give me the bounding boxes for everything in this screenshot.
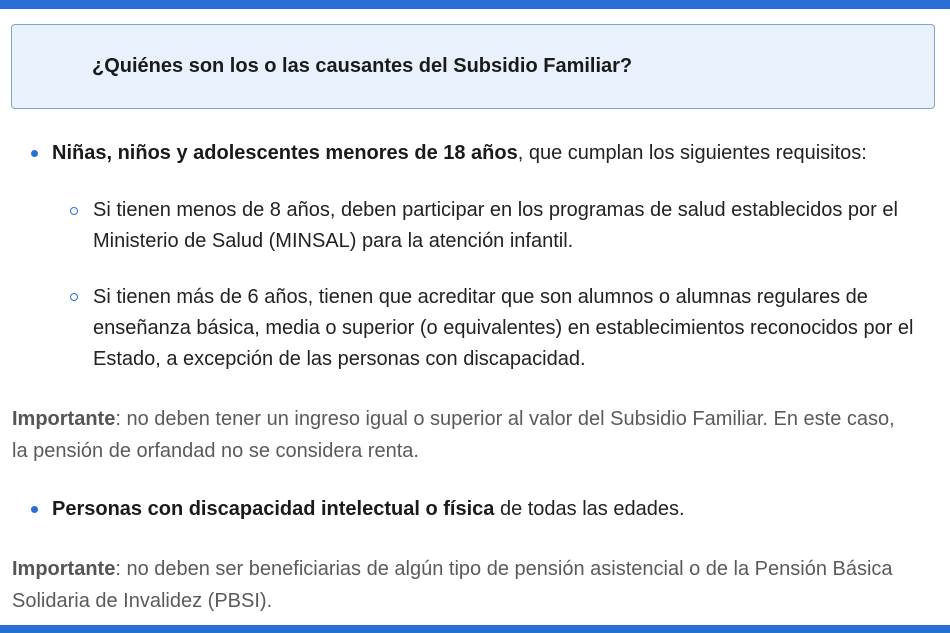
important-text: : no deben tener un ingreso igual o superior al valor del Subsidio Familiar. En este caso, la pensión de orfandad no se considera renta. [12,408,895,462]
sub-bullet-ring-icon [70,293,78,301]
sub-item-over-6: Si tienen más de 6 años, tienen que acreditar que son alumnos o alumnas regulares de enseñanza básica, media o superior (o equivalentes) en establecimientos reconocidos por el Estado, a excepción de las personas con discapacidad. [93,286,914,370]
top-accent-bar [0,0,950,9]
important-label: Importante [12,558,116,580]
list-item-minors-rest: , que cumplan los siguientes requisitos: [517,142,867,164]
list-item-disability [52,494,932,525]
bottom-accent-bar [0,625,950,633]
list-item-disability-rest: de todas las edades. [494,498,685,520]
important-note-pension [12,553,912,617]
important-note-income [12,403,912,467]
list-item-minors [52,138,932,169]
bullet-dot-icon [31,150,38,157]
question-box [11,24,935,109]
list-item-minors-bold: Niñas, niños y adolescentes menores de 18 años [52,142,518,164]
list-item-disability-bold: Personas con discapacidad intelectual o física [52,498,495,520]
bullet-dot-icon [31,506,38,513]
important-label: Importante [12,408,116,430]
sub-item-under-8: Si tienen menos de 8 años, deben participar en los programas de salud establecidos por el Ministerio de Salud (MINSAL) para la atención infantil. [93,199,898,252]
important-text: : no deben ser beneficiarias de algún tipo de pensión asistencial o de la Pensión Básica Solidaria de Invalidez (PBSI). [12,558,893,612]
sub-bullet-ring-icon [70,207,78,215]
question-heading: ¿Quiénes son los o las causantes del Subsidio Familiar? [92,55,633,77]
